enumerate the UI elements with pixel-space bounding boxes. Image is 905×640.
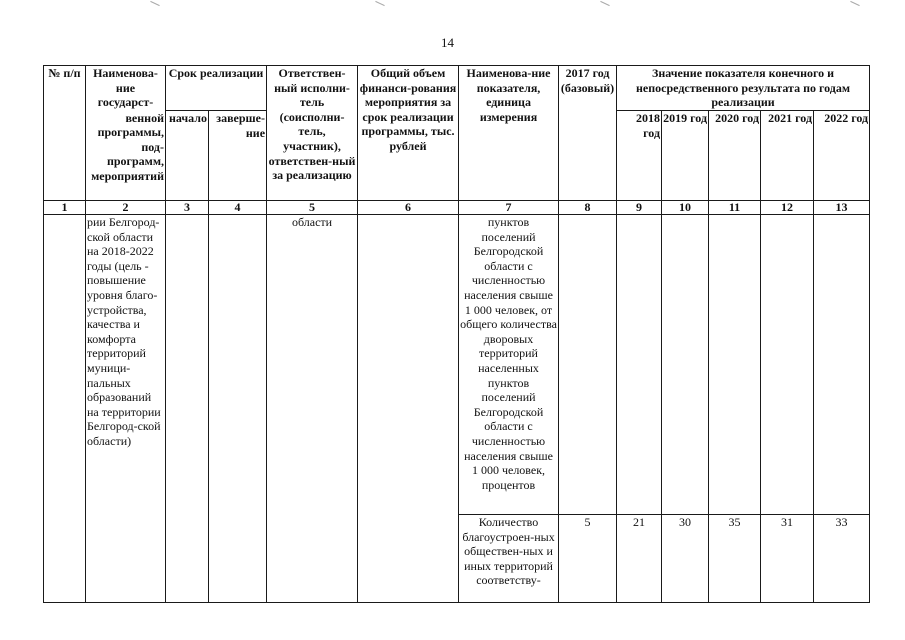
header-number: № п/п (44, 66, 86, 201)
cell-empty (662, 215, 709, 515)
column-number: 7 (459, 201, 559, 215)
header-program-name-top: Наименова-ние государст- (86, 66, 166, 111)
column-number: 2 (86, 201, 166, 215)
cell-empty (761, 215, 814, 515)
column-number: 8 (559, 201, 617, 215)
header-base-year: 2017 год (базовый) (559, 66, 617, 201)
header-year-2018: 2018 год (617, 111, 662, 201)
header-start: начало (166, 111, 209, 201)
page-number: 14 (441, 35, 454, 50)
header-program-name-bottom: венной программы, под-программ, мероприятий (86, 111, 166, 201)
cell-responsible: области (267, 215, 358, 603)
cell-end-empty (209, 215, 267, 603)
cell-indicator-2: Количество благоустроен-ных обществен-ных и иных территорий соответству- (459, 515, 559, 603)
program-table (43, 65, 870, 603)
column-number: 4 (209, 201, 267, 215)
cell-value-2021: 31 (761, 515, 814, 603)
column-number: 12 (761, 201, 814, 215)
cell-value-2020: 35 (709, 515, 761, 603)
column-number: 3 (166, 201, 209, 215)
cell-empty (814, 215, 870, 515)
cell-financing-empty (358, 215, 459, 603)
cell-value-2022: 33 (814, 515, 870, 603)
header-term: Срок реализации (166, 66, 267, 111)
cell-number-empty (44, 215, 86, 603)
cell-empty (617, 215, 662, 515)
header-indicator: Наименова-ние показателя, единица измерения (459, 66, 559, 201)
column-number: 5 (267, 201, 358, 215)
column-number: 1 (44, 201, 86, 215)
cell-program-description: рии Белгород-ской области на 2018-2022 годы (цель - повышение уровня благо-устройства, качества и комфорта территорий муници-пальных образований на территории Белгород-ской области) (86, 215, 166, 603)
header-year-2021: 2021 год (761, 111, 814, 201)
header-year-2020: 2020 год (709, 111, 761, 201)
column-number: 10 (662, 201, 709, 215)
header-responsible: Ответствен-ный исполни-тель (соисполни-тель, участник), ответствен-ный за реализацию (267, 66, 358, 201)
header-financing: Общий объем финанси-рования мероприятия за срок реализации программы, тыс. рублей (358, 66, 459, 201)
cell-value-2018: 21 (617, 515, 662, 603)
header-year-2019: 2019 год (662, 111, 709, 201)
cell-value-2019: 30 (662, 515, 709, 603)
column-numbers-row (44, 201, 870, 215)
cell-empty (559, 215, 617, 515)
cell-value-2017: 5 (559, 515, 617, 603)
cell-empty (709, 215, 761, 515)
cell-indicator-1: пунктов поселений Белгородской области с численностью населения свыше 1 000 человек, от общего количества дворовых территорий населенных пунктов поселений Белгородской области с численностью населения свыше 1 000 человек, процентов (459, 215, 559, 515)
column-number: 11 (709, 201, 761, 215)
column-number: 6 (358, 201, 459, 215)
header-values-group: Значение показателя конечного и непосредственного результата по годам реализации (617, 66, 870, 111)
header-year-2022: 2022 год (814, 111, 870, 201)
scan-marks (0, 0, 905, 10)
cell-start-empty (166, 215, 209, 603)
column-number: 9 (617, 201, 662, 215)
column-number: 13 (814, 201, 870, 215)
header-end: заверше-ние (209, 111, 267, 201)
